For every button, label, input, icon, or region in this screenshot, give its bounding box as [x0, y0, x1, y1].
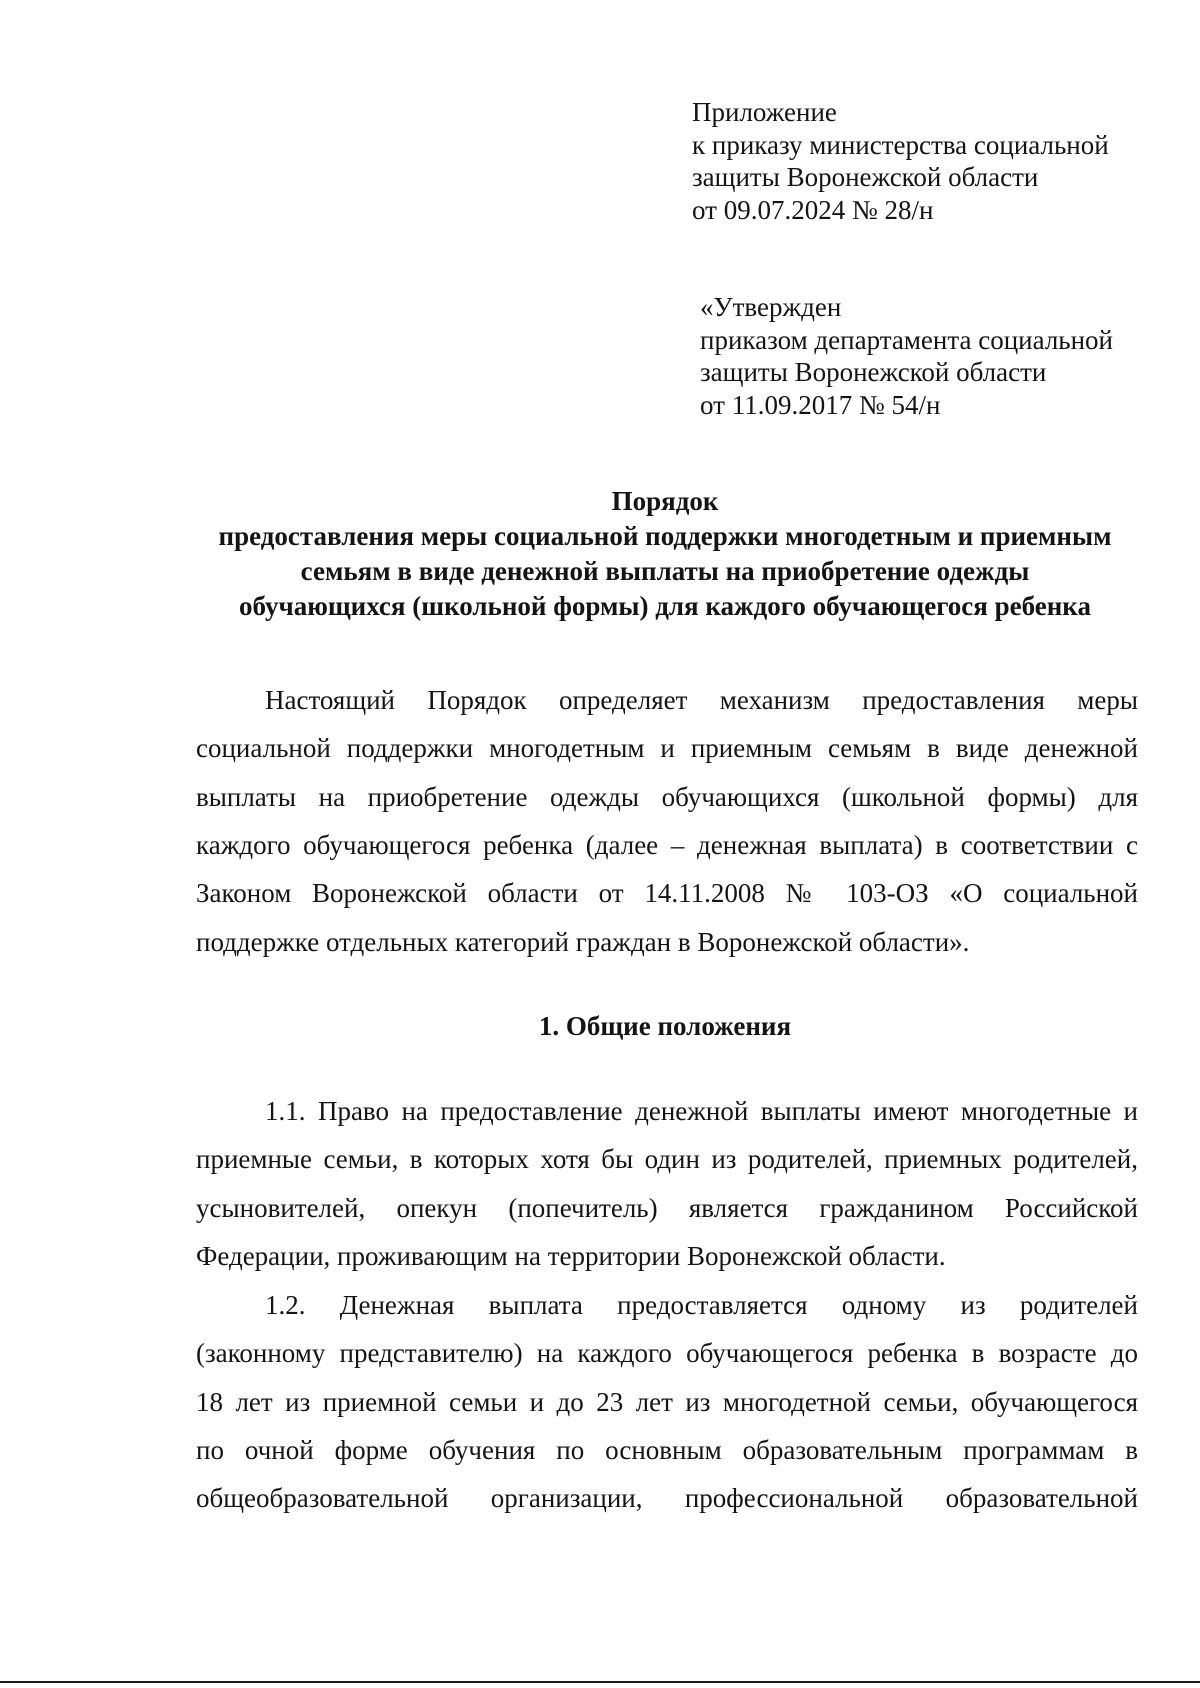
title-line: Порядок	[611, 486, 719, 516]
paragraph-line: 1.2. Денежная выплата предоставляется одному из родителей	[265, 1290, 1138, 1320]
approval-line: приказом департамента социальной	[700, 324, 1114, 355]
paragraph-line: усыновителей, опекун (попечитель) является гражданином Российской	[196, 1193, 1138, 1223]
approval-stamp-text	[700, 291, 1113, 421]
paragraph-line: Федерации, проживающим на территории Воронежской области.	[196, 1241, 946, 1271]
paragraph-line: Законом Воронежской области от 14.11.2008 № 103-ОЗ «О социальной	[196, 878, 1138, 908]
title-line: предоставления меры социальной поддержки многодетным и приемным	[218, 521, 1112, 551]
paragraph-line: каждого обучающегося ребенка (далее – денежная выплата) в соответствии с	[196, 830, 1138, 860]
title-line: обучающихся (школьной формы) для каждого обучающегося ребенка	[239, 591, 1091, 621]
approval-line: «Утвержден	[700, 292, 842, 322]
section-heading: 1. Общие положения	[538, 1011, 792, 1041]
paragraph-line: (законному представителю) на каждого обучающегося ребенка в возрасте до	[196, 1338, 1138, 1368]
document-title	[190, 484, 1140, 624]
appendix-line: Приложение	[692, 97, 837, 127]
paragraph-line: поддержке отдельных категорий граждан в Воронежской области».	[196, 927, 970, 957]
appendix-line: к приказу министерства социальной	[692, 129, 1109, 160]
approval-line: защиты Воронежской области	[700, 357, 1047, 387]
page-bottom-rule	[0, 1681, 1200, 1683]
appendix-header	[692, 96, 1109, 226]
appendix-line: защиты Воронежской области	[692, 162, 1039, 192]
paragraph-line: Настоящий Порядок определяет механизм предоставления меры	[265, 685, 1138, 715]
paragraph-line: приемные семьи, в которых хотя бы один из родителей, приемных родителей,	[196, 1144, 1138, 1174]
paragraph-line: 1.1. Право на предоставление денежной выплаты имеют многодетные и	[265, 1096, 1138, 1126]
appendix-line: от 09.07.2024 № 28/н	[692, 194, 934, 225]
paragraph-line: 18 лет из приемной семьи и до 23 лет из многодетной семьи, обучающегося	[196, 1387, 1138, 1417]
paragraph-line: социальной поддержки многодетным и приемным семьям в виде денежной	[196, 733, 1138, 763]
paragraph-line: по очной форме обучения по основным образовательным программам в	[196, 1435, 1138, 1465]
title-line: семьям в виде денежной выплаты на приобретение одежды	[300, 556, 1030, 586]
paragraph-line: выплаты на приобретение одежды обучающихся (школьной формы) для	[196, 782, 1138, 812]
approval-line: от 11.09.2017 № 54/н	[700, 389, 941, 420]
paragraph-line: общеобразовательной организации, профессиональной образовательной	[196, 1483, 1138, 1513]
